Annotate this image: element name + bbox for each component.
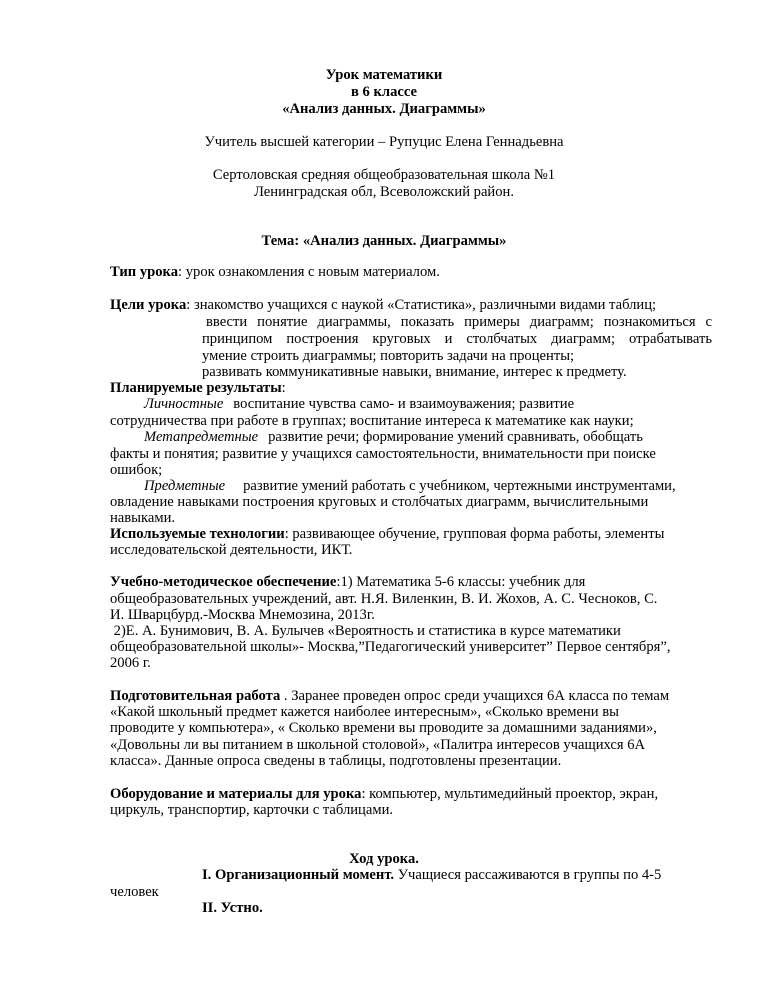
lesson-type-text: : урок ознакомления с новым материалом. — [178, 264, 440, 280]
results-heading: Планируемые результаты: — [110, 380, 286, 396]
step-1-continuation: человек — [110, 884, 159, 900]
goals-line-3: принципом построения круговых и столбчатых диаграмм; отрабатывать — [202, 331, 712, 347]
goals-line-1: Цели урока: знакомство учащихся с наукой «Статистика», различными видами таблиц; — [110, 297, 657, 313]
subject-label: Предметные — [144, 478, 226, 494]
teacher-line: Учитель высшей категории – Рупуцис Елена Геннадьевна — [204, 134, 564, 150]
lesson-type-label: Тип урока — [110, 264, 179, 280]
support-line-5: общеобразовательной школы»- Москва,”Педагогический университет” Первое сентября”, — [110, 639, 671, 655]
equipment-label: Оборудование и материалы для урока — [110, 786, 362, 802]
preparation-line-5: класса». Данные опроса сведены в таблицы, подготовлены презентации. — [110, 753, 562, 769]
support-line-1: Учебно-методическое обеспечение:1) Математика 5-6 классы: учебник для — [110, 574, 586, 590]
technologies-line-2: исследовательской деятельности, ИКТ. — [110, 542, 353, 558]
school-line-2: Ленинградская обл, Всеволожский район. — [254, 184, 514, 200]
preparation-line-4: «Довольны ли вы питанием в школьной столовой», «Палитра интересов учащихся 6А — [110, 737, 646, 753]
support-line-3: И. Шварцбурд.-Москва Мнемозина, 2013г. — [110, 607, 375, 623]
technologies-line-1: Используемые технологии: развивающее обучение, групповая форма работы, элементы — [110, 526, 665, 542]
title-line-1: Урок математики — [325, 67, 443, 83]
goals-line-2: ввести понятие диаграммы, показать примеры диаграмм; познакомиться с — [206, 314, 712, 330]
step-2-line — [202, 900, 263, 917]
goals-label: Цели урока — [110, 297, 187, 313]
subject-line-2: овладение навыками построения круговых и столбчатых диаграмм, вычислительными — [110, 494, 649, 510]
step-1-label: I. Организационный момент. — [202, 867, 395, 883]
lesson-type — [110, 264, 440, 281]
preparation-line-1: Подготовительная работа . Заранее проведен опрос среди учащихся 6А класса по темам — [110, 688, 670, 704]
school-line-1: Сертоловская средняя общеобразовательная школа №1 — [212, 167, 556, 183]
equipment-line-2: циркуль, транспортир, карточки с таблицами. — [110, 802, 394, 818]
title-line-3: «Анализ данных. Диаграммы» — [282, 101, 486, 117]
preparation-label: Подготовительная работа — [110, 688, 281, 704]
support-line-6: 2006 г. — [110, 655, 151, 671]
support-label: Учебно-методическое обеспечение — [110, 574, 337, 590]
meta-label: Метапредметные — [144, 429, 259, 445]
step-2-label: II. Устно. — [202, 900, 263, 916]
goals-line-5: развивать коммуникативные навыки, внимание, интерес к предмету. — [202, 364, 627, 380]
preparation-line-2: «Какой школьный предмет кажется наиболее интересным», «Сколько времени вы — [110, 704, 619, 720]
meta-line-3: ошибок; — [110, 462, 163, 478]
subject-line-3: навыками. — [110, 510, 176, 526]
personal-line-2: сотрудничества при работе в группах; воспитание интереса к математике как науки; — [110, 413, 634, 429]
equipment-line-1: Оборудование и материалы для урока: компьютер, мультимедийный проектор, экран, — [110, 786, 659, 802]
support-line-4: 2)Е. А. Бунимович, В. А. Булычев «Вероятность и статистика в курсе математики — [110, 623, 621, 639]
title-line-2: в 6 классе — [351, 84, 417, 100]
course-heading: Ход урока. — [349, 851, 419, 867]
step-1-line: I. Организационный момент. Учащиеся рассаживаются в группы по 4-5 — [202, 867, 662, 883]
support-line-2: общеобразовательных учреждений, авт. Н.Я. Виленкин, В. И. Жохов, А. С. Чесноков, С. — [110, 591, 658, 607]
meta-line-2: факты и понятия; развитие у учащихся самостоятельности, внимательности при поиске — [110, 446, 656, 462]
subject-line-1: Предметные развитие умений работать с учебником, чертежными инструментами, — [144, 478, 676, 494]
theme-heading: Тема: «Анализ данных. Диаграммы» — [261, 233, 507, 249]
technologies-label: Используемые технологии — [110, 526, 285, 542]
goals-line-4: умение строить диаграммы; повторить задачи на проценты; — [202, 348, 575, 364]
personal-label: Личностные — [144, 396, 224, 412]
preparation-line-3: проводите у компьютера», « Сколько времени вы проводите за домашними заданиями», — [110, 720, 657, 736]
meta-line-1: Метапредметные развитие речи; формирование умений сравнивать, обобщать — [144, 429, 643, 445]
personal-line-1: Личностные воспитание чувства само- и взаимоуважения; развитие — [144, 396, 575, 412]
